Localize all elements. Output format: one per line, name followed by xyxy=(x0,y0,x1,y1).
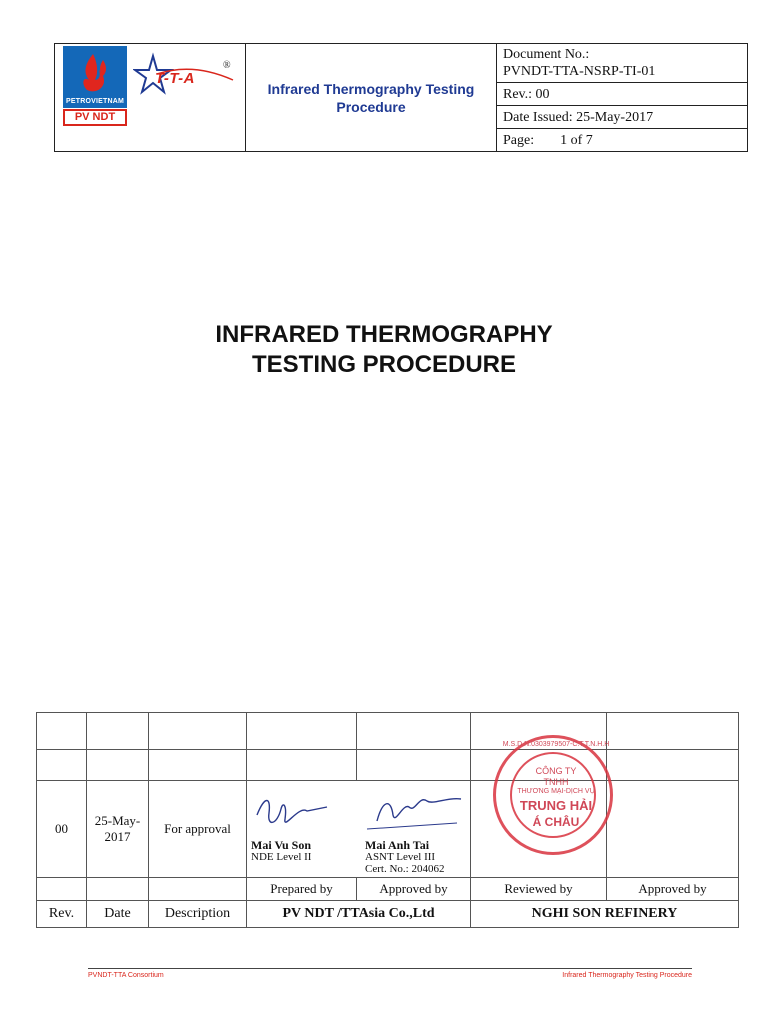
client-company: NGHI SON REFINERY xyxy=(471,901,739,928)
blank-cell xyxy=(607,750,739,781)
footer-right-text: Infrared Thermography Testing Procedure xyxy=(562,972,692,979)
footer-left-text: PVNDT-TTA Consortium xyxy=(88,972,164,979)
page-label: Page: xyxy=(503,132,535,148)
blank-cell xyxy=(37,750,87,781)
approver-cert: Cert. No.: 204062 xyxy=(365,863,445,875)
blank-cell xyxy=(357,713,471,750)
petrovietnam-logo xyxy=(63,46,127,132)
blank-cell xyxy=(87,878,149,901)
registered-mark: ® xyxy=(223,60,231,71)
stamp-line4: TRUNG HẢI xyxy=(519,798,593,813)
description-value: For approval xyxy=(149,781,247,878)
petrovietnam-wordmark: PETROVIETNAM xyxy=(63,96,127,108)
tta-wordmark: T-T-A xyxy=(155,70,195,87)
client-approved-by-label: Approved by xyxy=(607,878,739,901)
pvndt-wordmark: PV NDT xyxy=(63,109,127,126)
company-stamp xyxy=(493,735,613,855)
table-row-blank xyxy=(37,713,739,750)
reviewed-by-label: Reviewed by xyxy=(471,878,607,901)
date-issued-cell: Date Issued: 25-May-2017 xyxy=(497,106,748,129)
page-cell xyxy=(497,129,748,152)
date-line1: 25-May- xyxy=(94,813,141,828)
petrovietnam-flame-icon xyxy=(63,46,127,98)
rev-value: 00 xyxy=(37,781,87,878)
blank-cell xyxy=(149,713,247,750)
contractor-company: PV NDT /TTAsia Co.,Ltd xyxy=(247,901,471,928)
client-approval-signature-cell xyxy=(607,781,739,878)
preparer-name: Mai Vu Son xyxy=(251,838,312,852)
document-number: PVNDT-TTA-NSRP-TI-01 xyxy=(503,64,656,79)
blank-cell xyxy=(37,878,87,901)
table-row-revision xyxy=(37,781,739,878)
preparer-block xyxy=(251,839,311,863)
header-title-cell xyxy=(246,44,497,152)
approved-by-label: Approved by xyxy=(357,878,471,901)
approver-block xyxy=(365,839,444,875)
stamp-line5: Á CHÂU xyxy=(532,815,580,829)
stamp-line1: CÔNG TY xyxy=(535,766,577,776)
signatures-icon xyxy=(247,785,471,845)
stamp-line3: THƯƠNG MẠI-DỊCH VỤ xyxy=(517,788,595,795)
document-title-line1: INFRARED THERMOGRAPHY xyxy=(215,321,553,348)
blank-cell xyxy=(87,713,149,750)
stamp-line2: TNHH xyxy=(543,777,569,787)
document-number-cell xyxy=(497,44,748,83)
prepared-by-label: Prepared by xyxy=(247,878,357,901)
date-line2: 2017 xyxy=(104,829,131,844)
revision-approval-table xyxy=(36,712,739,928)
page-number: 1 of 7 xyxy=(560,132,593,148)
tta-logo xyxy=(133,52,241,112)
date-value xyxy=(87,781,149,878)
blank-cell xyxy=(247,750,357,781)
description-header: Description xyxy=(149,901,247,928)
document-title-line2: TESTING PROCEDURE xyxy=(251,351,517,378)
document-number-label: Document No.: xyxy=(503,47,590,62)
document-title xyxy=(0,320,768,380)
revision-cell: Rev.: 00 xyxy=(497,83,748,106)
header-title-line1: Infrared Thermography Testing xyxy=(267,80,475,97)
header-title-line2: Procedure xyxy=(336,98,406,115)
approver-name: Mai Anh Tai xyxy=(365,838,430,852)
rev-header: Rev. xyxy=(37,901,87,928)
approver-level: ASNT Level III xyxy=(365,851,436,863)
logo-cell xyxy=(55,44,246,152)
blank-cell xyxy=(247,713,357,750)
table-row-headers xyxy=(37,901,739,928)
footer-divider xyxy=(88,968,692,969)
date-header: Date xyxy=(87,901,149,928)
blank-cell xyxy=(607,713,739,750)
blank-cell xyxy=(87,750,149,781)
table-row-roles xyxy=(37,878,739,901)
blank-cell xyxy=(37,713,87,750)
blank-cell xyxy=(149,878,247,901)
preparer-level: NDE Level II xyxy=(251,851,312,863)
table-row-blank xyxy=(37,750,739,781)
blank-cell xyxy=(357,750,471,781)
signature-cell xyxy=(247,741,610,878)
stamp-ring-text: M.S.D.N:0303979507-C.T.T.N.H.H xyxy=(502,741,610,748)
blank-cell xyxy=(149,750,247,781)
document-header xyxy=(54,43,748,152)
